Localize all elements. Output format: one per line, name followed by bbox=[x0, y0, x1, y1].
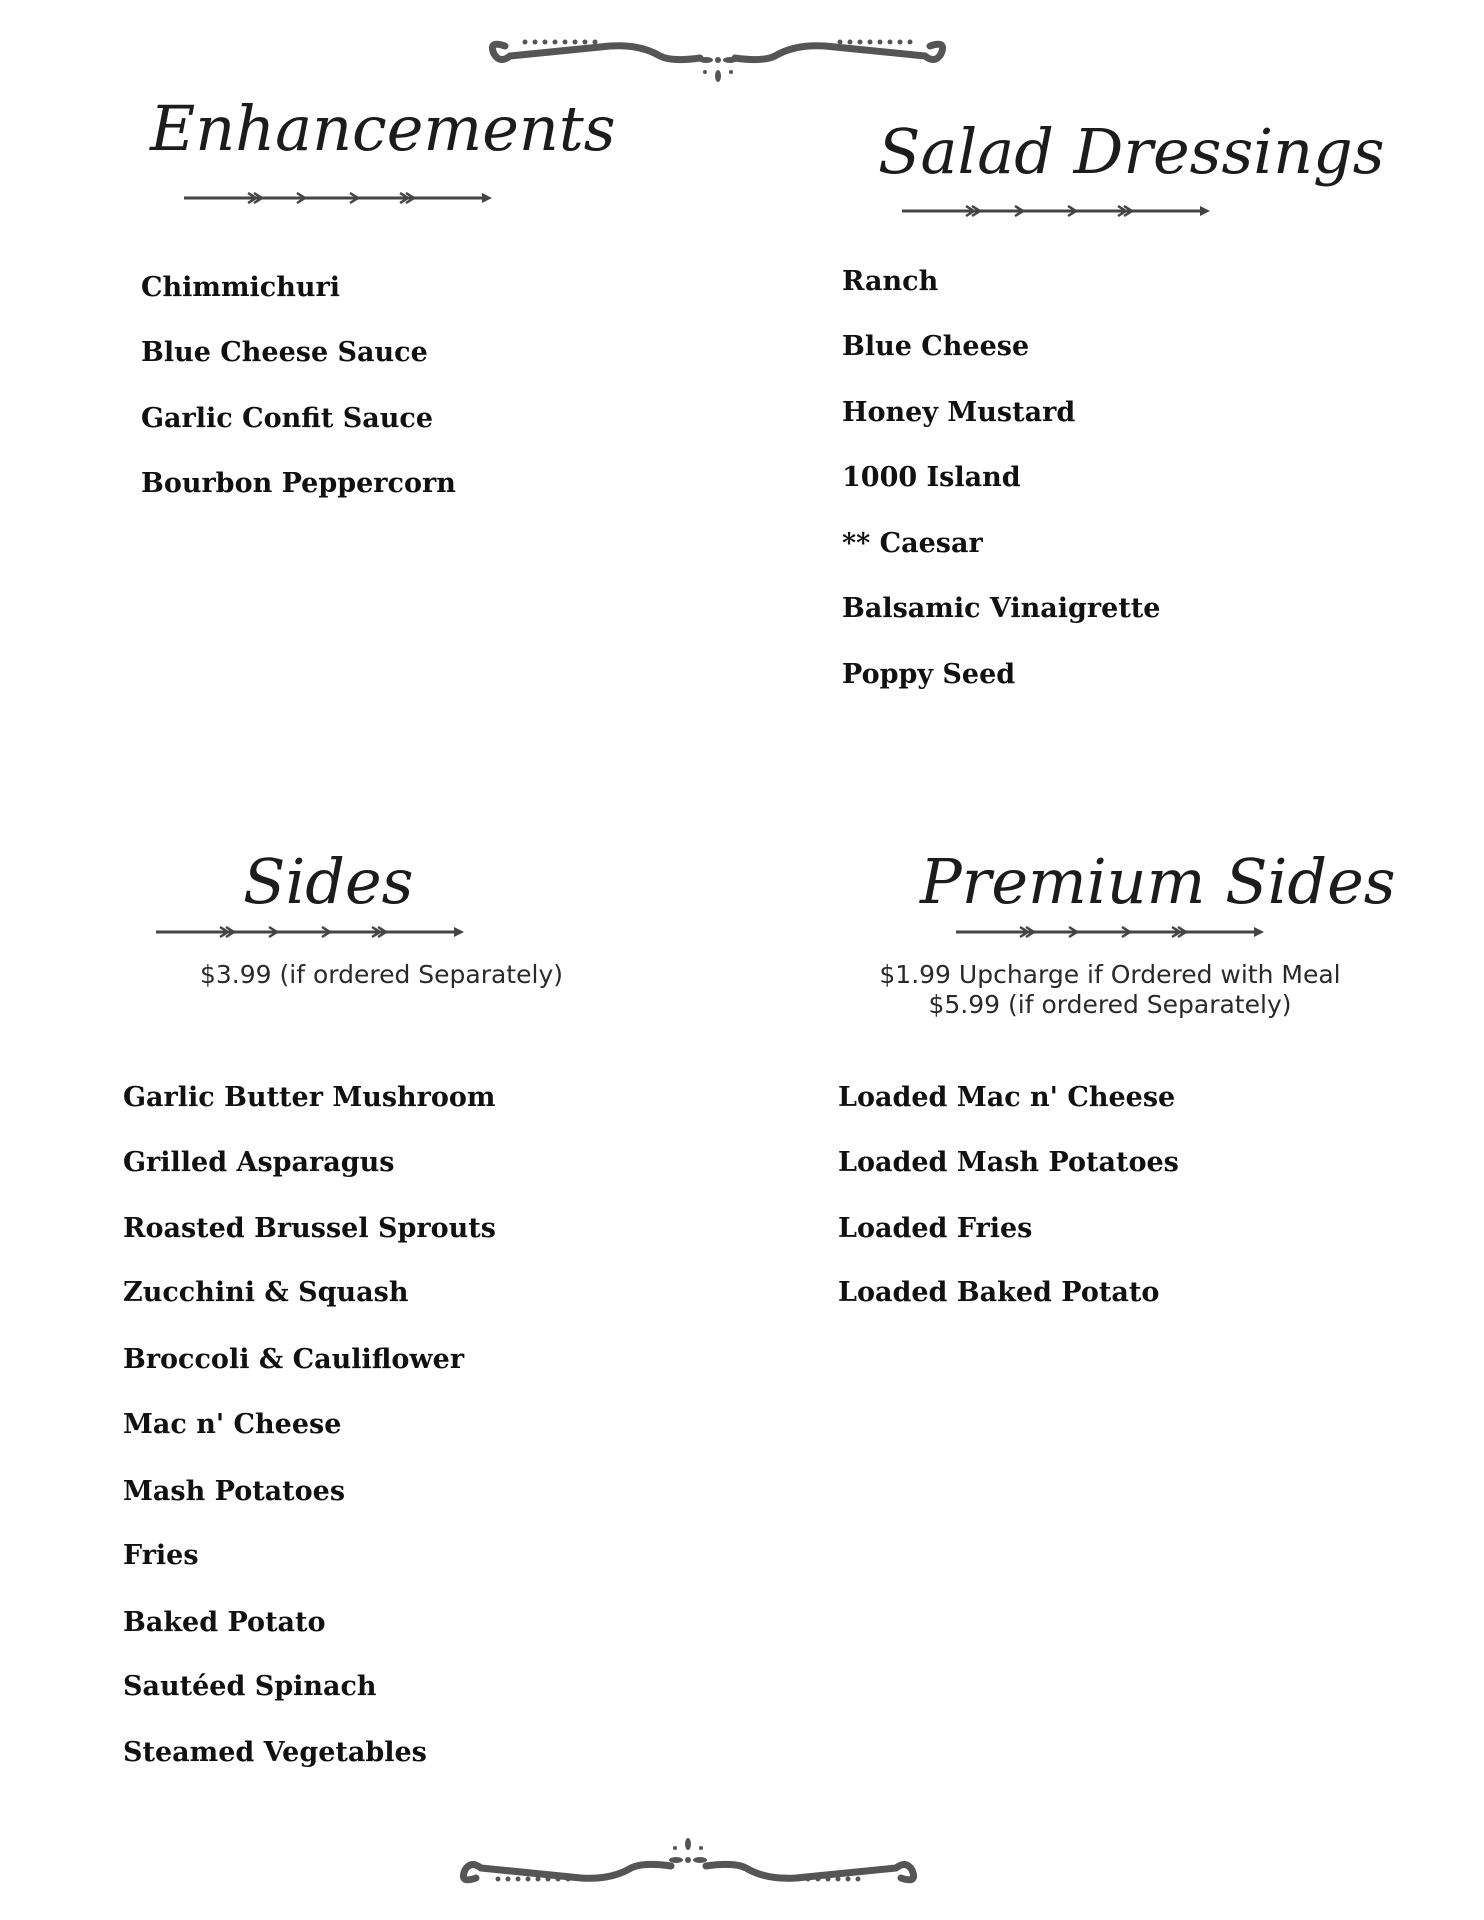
top-scroll-ornament-icon bbox=[0, 18, 1484, 88]
premium-sides-upcharge-note: $1.99 Upcharge if Ordered with Meal bbox=[879, 960, 1341, 989]
list-item: Zucchini & Squash bbox=[123, 1277, 409, 1308]
sides-list bbox=[123, 1082, 496, 1802]
list-item: Garlic Confit Sauce bbox=[141, 403, 434, 434]
list-item: Broccoli & Cauliflower bbox=[123, 1344, 465, 1375]
list-item: Chimmichuri bbox=[141, 272, 340, 303]
list-item: ** Caesar bbox=[842, 528, 983, 559]
list-item: Loaded Baked Potato bbox=[838, 1277, 1160, 1308]
premium-sides-divider-icon bbox=[954, 924, 1266, 940]
sides-divider-icon bbox=[154, 924, 466, 940]
list-item: Grilled Asparagus bbox=[123, 1147, 395, 1178]
list-item: Fries bbox=[123, 1540, 199, 1571]
list-item: Steamed Vegetables bbox=[123, 1737, 427, 1768]
bottom-scroll-ornament-icon bbox=[0, 1832, 1484, 1902]
list-item: 1000 Island bbox=[842, 462, 1021, 493]
list-item: Baked Potato bbox=[123, 1607, 326, 1638]
list-item: Sautéed Spinach bbox=[123, 1671, 377, 1702]
enhancements-divider-icon bbox=[182, 190, 494, 206]
list-item: Loaded Fries bbox=[838, 1213, 1033, 1244]
premium-sides-list bbox=[838, 1082, 1179, 1344]
list-item: Honey Mustard bbox=[842, 397, 1076, 428]
premium-sides-price-note: $5.99 (if ordered Separately) bbox=[928, 990, 1292, 1019]
list-item: Bourbon Peppercorn bbox=[141, 468, 456, 499]
list-item: Poppy Seed bbox=[842, 659, 1016, 690]
enhancements-list bbox=[141, 272, 456, 533]
list-item: Mash Potatoes bbox=[123, 1476, 346, 1507]
list-item: Blue Cheese bbox=[842, 331, 1030, 362]
premium-sides-heading: Premium Sides bbox=[920, 845, 1396, 918]
list-item: Blue Cheese Sauce bbox=[141, 337, 428, 368]
salad-dressings-list bbox=[842, 266, 1160, 724]
sides-heading: Sides bbox=[243, 845, 414, 918]
list-item: Garlic Butter Mushroom bbox=[123, 1082, 496, 1113]
list-item: Balsamic Vinaigrette bbox=[842, 593, 1161, 624]
list-item: Roasted Brussel Sprouts bbox=[123, 1213, 496, 1244]
salad-dressings-heading: Salad Dressings bbox=[878, 115, 1385, 188]
salad-dressings-divider-icon bbox=[900, 203, 1212, 219]
sides-price-note: $3.99 (if ordered Separately) bbox=[200, 960, 563, 989]
list-item: Loaded Mash Potatoes bbox=[838, 1147, 1179, 1178]
enhancements-heading: Enhancements bbox=[150, 92, 616, 165]
list-item: Mac n' Cheese bbox=[123, 1409, 342, 1440]
list-item: Loaded Mac n' Cheese bbox=[838, 1082, 1176, 1113]
list-item: Ranch bbox=[842, 266, 939, 297]
